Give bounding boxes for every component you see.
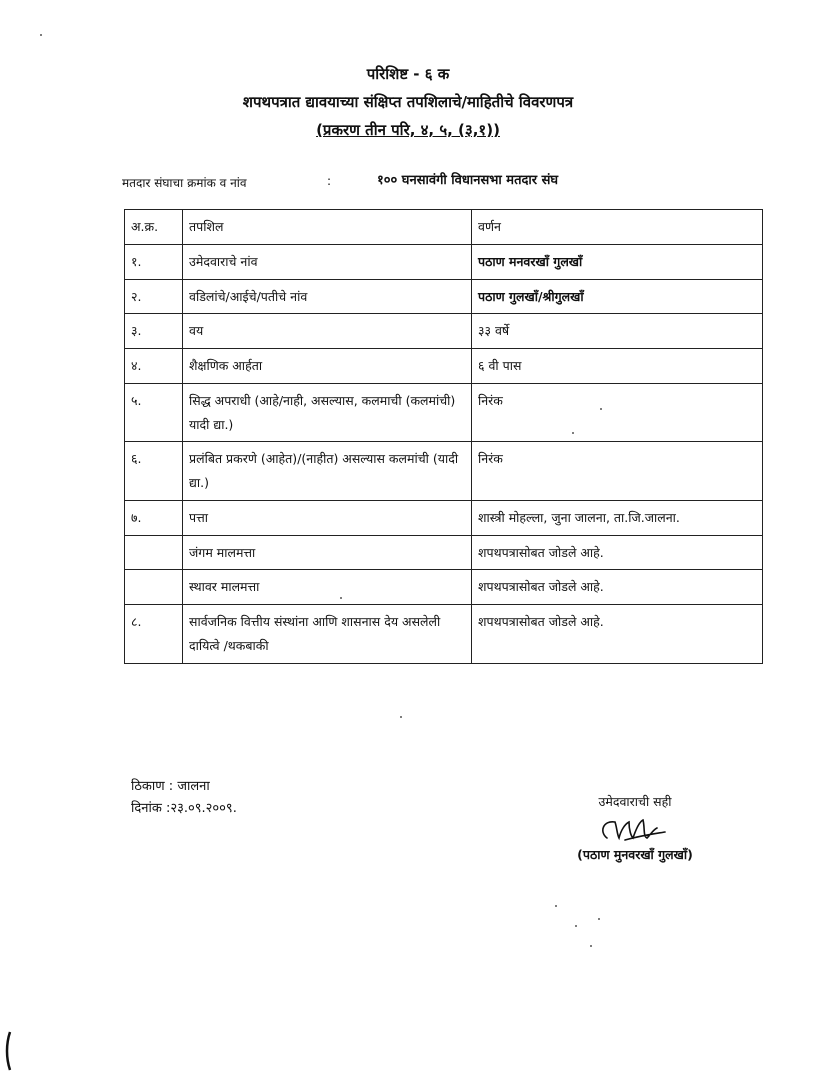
row-detail: शैक्षणिक आर्हता — [183, 349, 472, 384]
header-serial: अ.क्र. — [125, 210, 183, 245]
signature-name: (पठाण मुनवरखाँ गुलखाँ) — [577, 847, 693, 862]
row-serial: ४. — [125, 349, 183, 384]
handwritten-signature — [595, 814, 675, 846]
scan-speck — [340, 597, 342, 599]
row-detail: सिद्ध अपराधी (आहे/नाही, असल्यास, कलमाची (कलमांची) यादी द्या.) — [183, 383, 472, 442]
row-detail: प्रलंबित प्रकरणे (आहेत)/(नाहीत) असल्यास कलमांची (यादी द्या.) — [183, 442, 472, 501]
table-row — [125, 500, 763, 535]
row-description: पठाण गुलखाँ/श्रीगुलखाँ — [472, 279, 763, 314]
row-serial: ८. — [125, 605, 183, 664]
scan-speck — [400, 716, 402, 718]
row-description: निरंक — [472, 383, 763, 442]
table-row — [125, 349, 763, 384]
row-serial — [125, 570, 183, 605]
place-date-block — [131, 776, 237, 820]
row-serial: ३. — [125, 314, 183, 349]
row-description: शपथपत्रासोबत जोडले आहे. — [472, 535, 763, 570]
appendix-title: परिशिष्ट - ६ क — [366, 65, 450, 83]
table-row — [125, 605, 763, 664]
row-serial: १. — [125, 244, 183, 279]
row-serial: ७. — [125, 500, 183, 535]
scan-speck — [575, 925, 577, 927]
row-serial: २. — [125, 279, 183, 314]
row-detail: वडिलांचे/आईचे/पतीचे नांव — [183, 279, 472, 314]
row-description: निरंक — [472, 442, 763, 501]
row-detail: सार्वजनिक वित्तीय संस्थांना आणि शासनास देय असलेली दायित्वे /थकबाकी — [183, 605, 472, 664]
table-row — [125, 244, 763, 279]
row-detail: पत्ता — [183, 500, 472, 535]
signature-block — [560, 793, 710, 863]
row-serial: ६. — [125, 442, 183, 501]
row-description: शपथपत्रासोबत जोडले आहे. — [472, 570, 763, 605]
place-text: ठिकाण : जालना — [131, 779, 210, 794]
details-table — [124, 209, 763, 664]
row-detail: स्थावर मालमत्ता — [183, 570, 472, 605]
table-row — [125, 279, 763, 314]
row-description: पठाण मनवरखाँ गुलखाँ — [472, 244, 763, 279]
document-title: शपथपत्रात द्यावयाच्या संक्षिप्त तपशिलाचे/माहितीचे विवरणपत्र — [242, 93, 574, 111]
row-description: ३३ वर्षे — [472, 314, 763, 349]
constituency-colon: : — [327, 174, 332, 188]
header-details: तपशिल — [183, 210, 472, 245]
row-serial — [125, 535, 183, 570]
table-row — [125, 442, 763, 501]
table-row — [125, 383, 763, 442]
constituency-label: मतदार संघाचा क्रमांक व नांव — [122, 176, 247, 190]
scan-speck — [598, 918, 600, 920]
row-serial: ५. — [125, 383, 183, 442]
scan-speck — [40, 34, 42, 36]
header-description: वर्णन — [472, 210, 763, 245]
table-row — [125, 314, 763, 349]
document-reference: (प्रकरण तीन परि, ४, ५, (३,१)) — [316, 121, 500, 139]
row-detail: उमेदवाराचे नांव — [183, 244, 472, 279]
scan-margin-mark — [4, 1030, 18, 1072]
row-description: ६ वी पास — [472, 349, 763, 384]
row-detail: जंगम मालमत्ता — [183, 535, 472, 570]
signature-label: उमेदवाराची सही — [598, 794, 672, 809]
scan-speck — [572, 432, 574, 434]
table-row — [125, 535, 763, 570]
table-header-row — [125, 210, 763, 245]
row-detail: वय — [183, 314, 472, 349]
table-row — [125, 570, 763, 605]
row-description: शास्त्री मोहल्ला, जुना जालना, ता.जि.जालना. — [472, 500, 763, 535]
row-description: शपथपत्रासोबत जोडले आहे. — [472, 605, 763, 664]
scan-speck — [600, 408, 602, 410]
scan-speck — [555, 905, 557, 907]
constituency-value: १०० घनसावंगी विधानसभा मतदार संघ — [377, 173, 559, 188]
scan-speck — [590, 945, 592, 947]
date-text: दिनांक :२३.०९.२००९. — [131, 801, 237, 816]
